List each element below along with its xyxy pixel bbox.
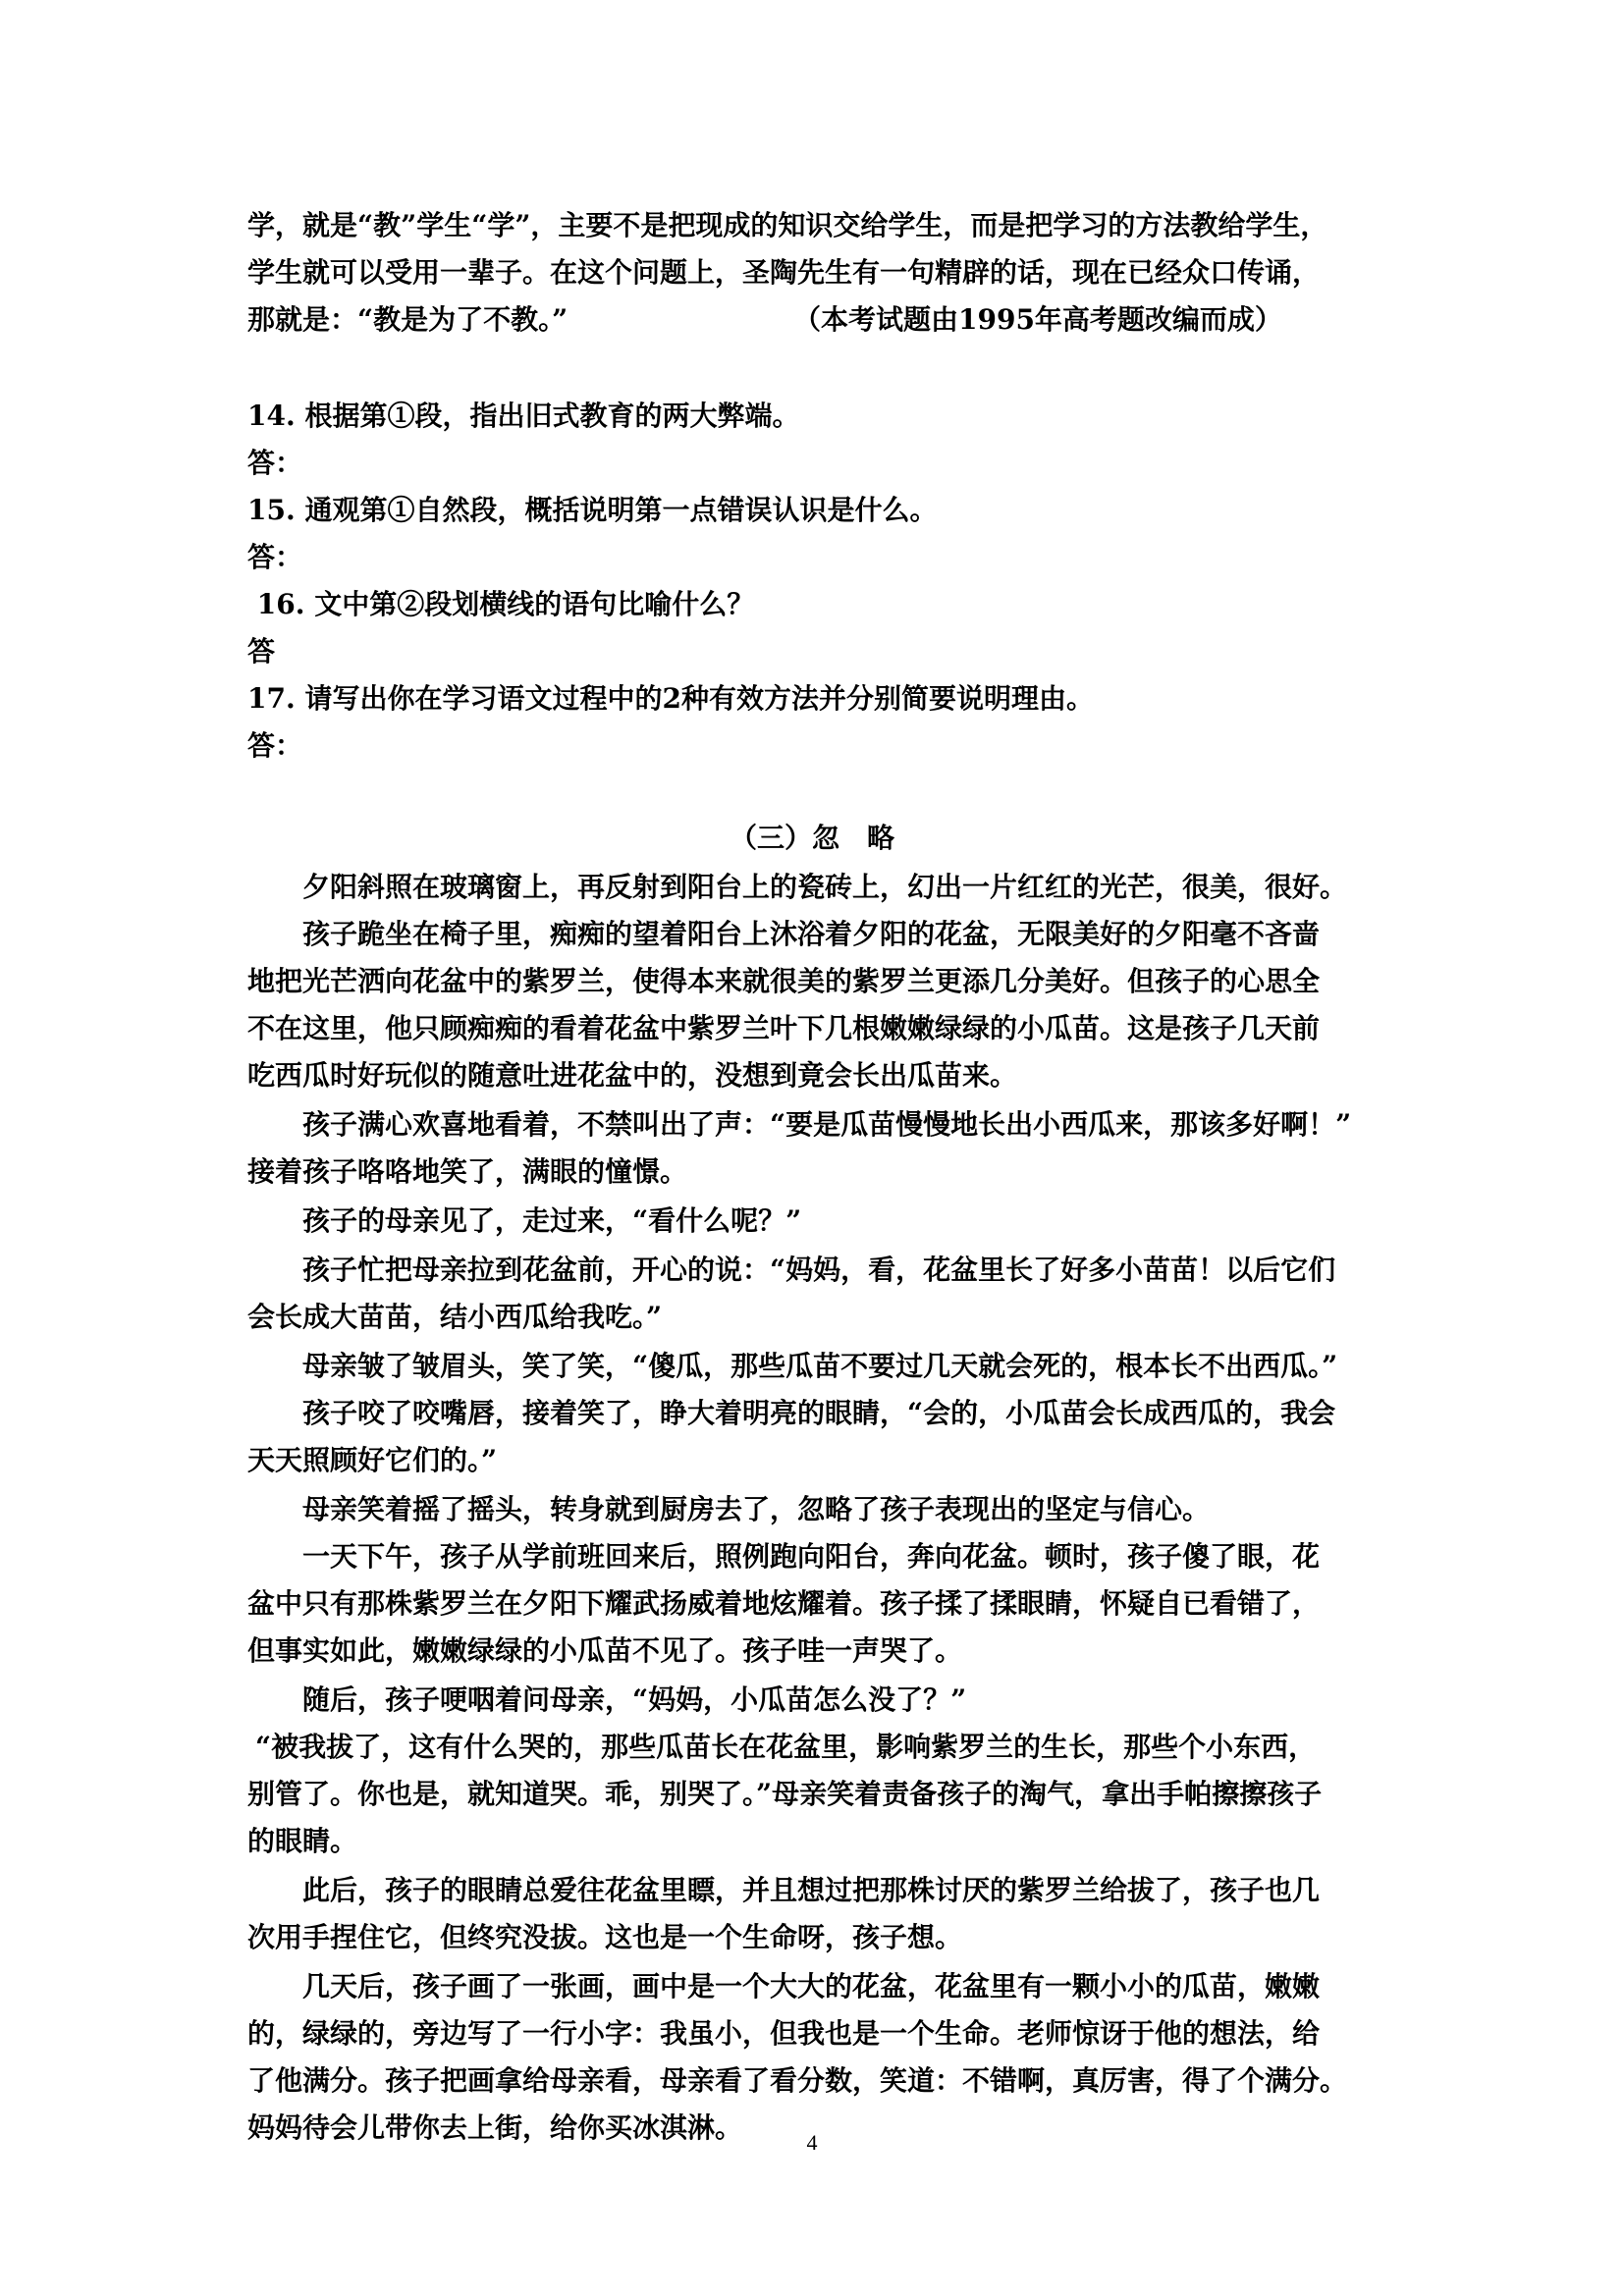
answer-16: 答: [247, 635, 276, 667]
story-line: 天天照顾好它们的。”: [247, 1444, 498, 1476]
story-line: 的，绿绿的，旁边写了一行小字：我虽小，但我也是一个生命。老师惊讶于他的想法，给: [247, 2017, 1321, 2050]
question-15: 15. 通观第①自然段，概括说明第一点错误认识是什么。: [247, 494, 938, 526]
source-note: （本考试题由1995年高考题改编而成）: [793, 303, 1282, 336]
story-line: 接着孩子咯咯地笑了，满眼的憧憬。: [247, 1155, 688, 1188]
story-line: 次用手捏住它，但终究没拔。这也是一个生命呀，孩子想。: [247, 1921, 963, 1953]
story-line: 吃西瓜时好玩似的随意吐进花盆中的，没想到竟会长出瓜苗来。: [247, 1059, 1018, 1092]
story-line: 母亲笑着摇了摇头，转身就到厨房去了，忽略了孩子表现出的坚定与信心。: [302, 1493, 1211, 1525]
story-line: 不在这里，他只顾痴痴的看着花盆中紫罗兰叶下几根嫩嫩绿绿的小瓜苗。这是孩子几天前: [247, 1012, 1321, 1044]
story-line: 一天下午，孩子从学前班回来后，照例跑向阳台，奔向花盆。顿时，孩子傻了眼，花: [302, 1540, 1321, 1573]
story-line: 盆中只有那株紫罗兰在夕阳下耀武扬威着地炫耀着。孩子揉了揉眼睛，怀疑自已看错了，: [247, 1587, 1321, 1620]
story-line: 的眼睛。: [247, 1825, 358, 1857]
story-title: （三）忽 略: [729, 822, 894, 854]
question-17: 17. 请写出你在学习语文过程中的2种有效方法并分别简要说明理由。: [247, 682, 1094, 715]
answer-14: 答：: [247, 447, 303, 479]
story-line: 孩子的母亲见了，走过来，“看什么呢？”: [302, 1204, 802, 1237]
story-line: 了他满分。孩子把画拿给母亲看，母亲看了看分数，笑道：不错啊，真厉害，得了个满分。: [247, 2064, 1348, 2097]
story-line: 地把光芒洒向花盆中的紫罗兰，使得本来就很美的紫罗兰更添几分美好。但孩子的心思全: [247, 965, 1321, 997]
page-number: 4: [806, 2130, 818, 2155]
story-line: “被我拔了，这有什么哭的，那些瓜苗长在花盆里，影响紫罗兰的生长，那些个小东西，: [255, 1731, 1317, 1763]
story-line: 母亲皱了皱眉头，笑了笑，“傻瓜，那些瓜苗不要过几天就会死的，根本长不出西瓜。”: [302, 1350, 1338, 1382]
answer-17: 答：: [247, 729, 303, 762]
story-line: 几天后，孩子画了一张画，画中是一个大大的花盆，花盆里有一颗小小的瓜苗，嫩嫩: [302, 1970, 1321, 2002]
question-16: 16. 文中第②段划横线的语句比喻什么？: [247, 588, 755, 620]
answer-15: 答：: [247, 541, 303, 573]
story-line: 妈妈待会儿带你去上街，给你买冰淇淋。: [247, 2111, 743, 2144]
story-line: 孩子跪坐在椅子里，痴痴的望着阳台上沐浴着夕阳的花盆，无限美好的夕阳毫不吝啬: [302, 918, 1321, 950]
intro-line-3-text: 那就是：“教是为了不教。”: [247, 303, 568, 336]
story-line: 会长成大苗苗，结小西瓜给我吃。”: [247, 1301, 663, 1333]
intro-line-2: 学生就可以受用一辈子。在这个问题上，圣陶先生有一句精辟的话，现在已经众口传诵，: [247, 256, 1321, 289]
story-line: 孩子咬了咬嘴唇，接着笑了，睁大着明亮的眼睛，“会的，小瓜苗会长成西瓜的，我会: [302, 1397, 1336, 1429]
intro-line-1: 学，就是“教”学生“学”，主要不是把现成的知识交给学生，而是把学习的方法教给学生，: [247, 209, 1328, 241]
story-line: 随后，孩子哽咽着问母亲，“妈妈，小瓜苗怎么没了？”: [302, 1683, 967, 1716]
question-14: 14. 根据第①段，指出旧式教育的两大弊端。: [247, 400, 800, 432]
story-line: 孩子忙把母亲拉到花盆前，开心的说：“妈妈，看，花盆里长了好多小苗苗！以后它们: [302, 1254, 1336, 1286]
story-line: 别管了。你也是，就知道哭。乖，别哭了。”母亲笑着责备孩子的淘气，拿出手帕擦擦孩子: [247, 1778, 1323, 1810]
story-line: 夕阳斜照在玻璃窗上，再反射到阳台上的瓷砖上，幻出一片红红的光芒，很美，很好。: [302, 871, 1348, 903]
story-line: 此后，孩子的眼睛总爱往花盆里瞟，并且想过把那株讨厌的紫罗兰给拔了，孩子也几: [302, 1874, 1321, 1906]
story-line: 孩子满心欢喜地看着，不禁叫出了声：“要是瓜苗慢慢地长出小西瓜来，那该多好啊！”: [302, 1108, 1352, 1141]
story-line: 但事实如此，嫩嫩绿绿的小瓜苗不见了。孩子哇一声哭了。: [247, 1634, 963, 1667]
